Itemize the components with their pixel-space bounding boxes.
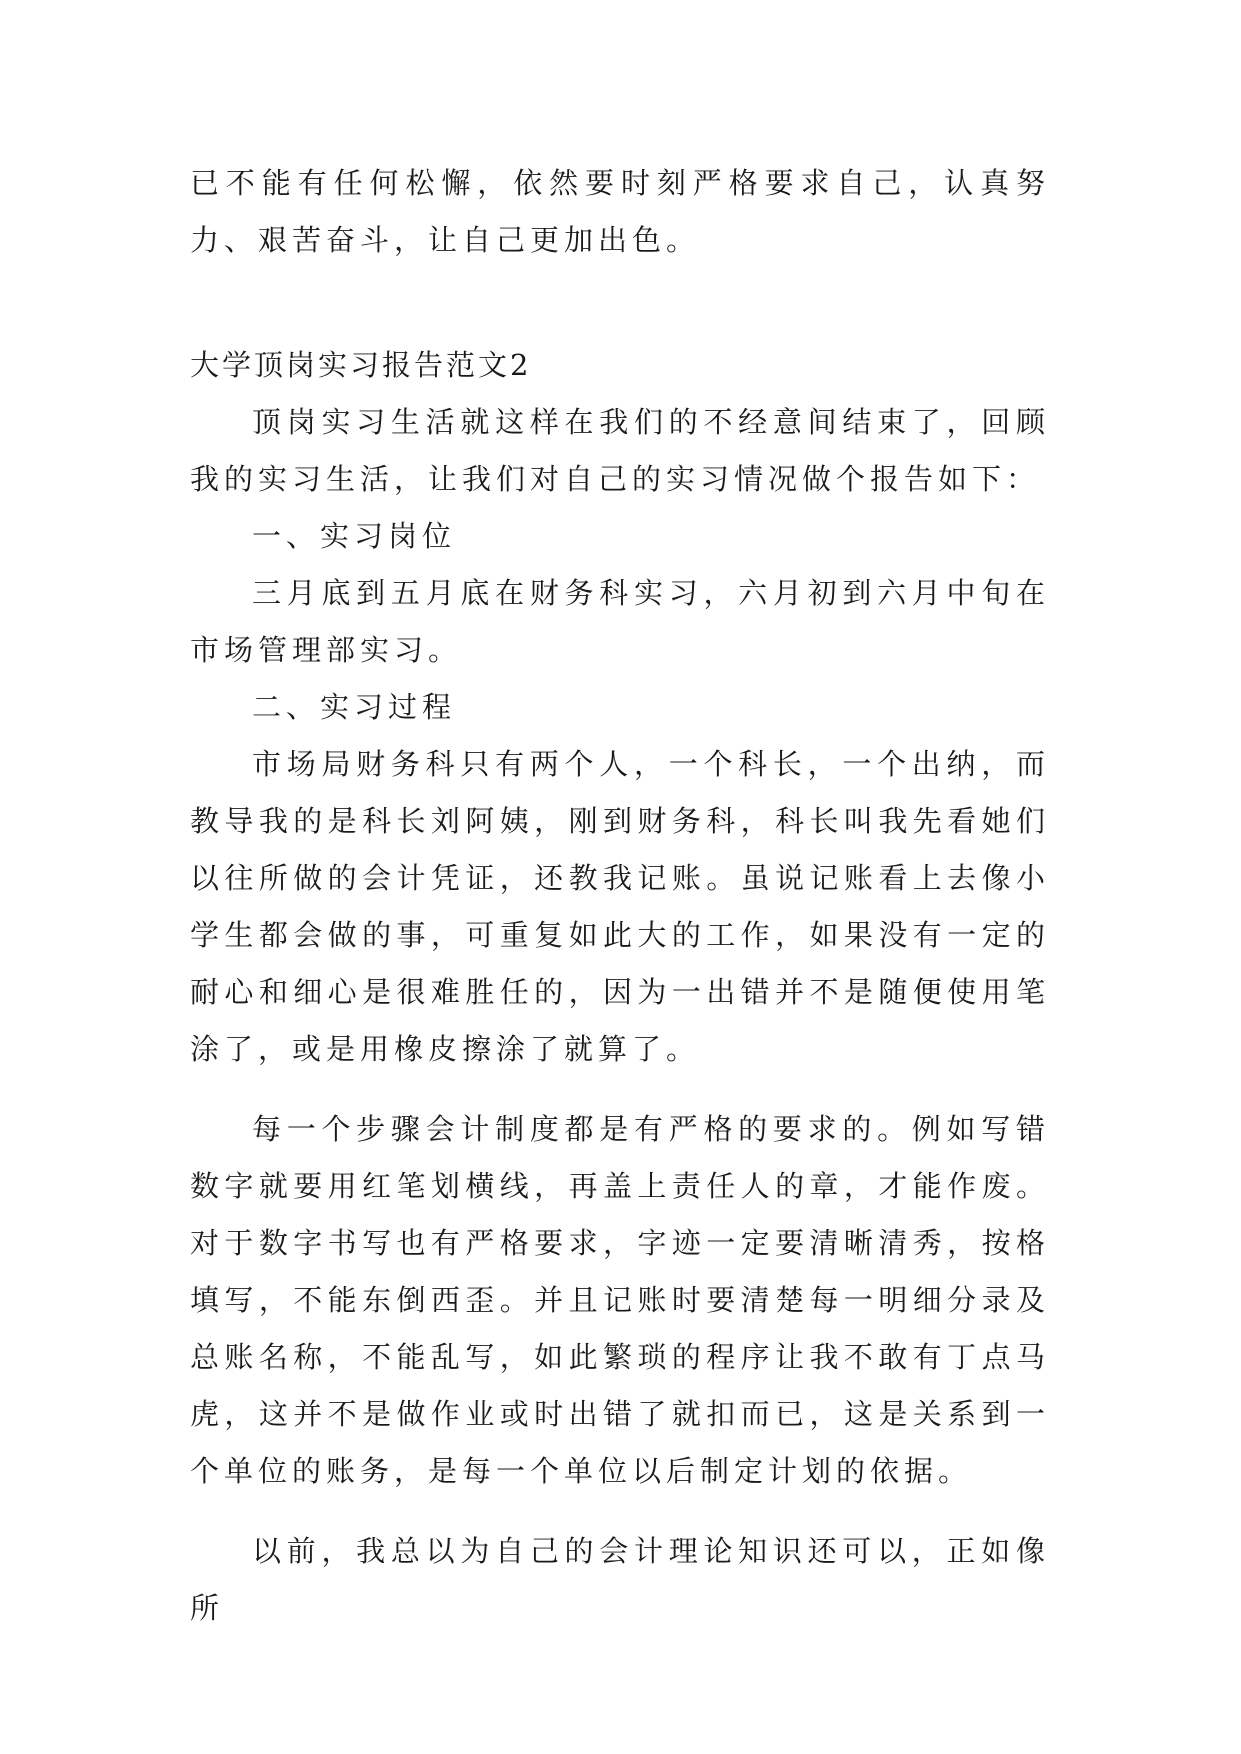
paragraph-text: 已不能有任何松懈，依然要时刻严格要求自己，认真努力、艰苦奋斗，让自己更加出色。: [190, 166, 1050, 257]
paragraph-accounting-knowledge: 以前，我总以为自己的会计理论知识还可以，正如像所: [190, 1534, 1050, 1625]
section-title: 大学顶岗实习报告范文2: [190, 348, 532, 382]
subheading-internship-position: 一、实习岗位: [252, 519, 457, 553]
paragraph-accounting-rules: 每一个步骤会计制度都是有严格的要求的。例如写错数字就要用红笔划横线，再盖上责任人的章，才能作废。对于数字书写也有严格要求，字迹一定要清晰清秀，按格填写，不能东倒西歪。并且记账时要清楚每一明细分录及总账名称，不能乱写，如此繁琐的程序让我不敢有丁点马虎，这并不是做作业或时出错了就扣而已，这是关系到一个单位的账务，是每一个单位以后制定计划的依据。: [190, 1112, 1050, 1488]
subheading-internship-process: 二、实习过程: [252, 690, 457, 724]
paragraph-intro: 顶岗实习生活就这样在我们的不经意间结束了，回顾我的实习生活，让我们对自己的实习情况做个报告如下：: [190, 405, 1050, 496]
paragraph-finance-section: 市场局财务科只有两个人，一个科长，一个出纳，而教导我的是科长刘阿姨，刚到财务科，科长叫我先看她们以往所做的会计凭证，还教我记账。虽说记账看上去像小学生都会做的事，可重复如此大的工作，如果没有一定的耐心和细心是很难胜任的，因为一出错并不是随便使用笔涂了，或是用橡皮擦涂了就算了。: [190, 747, 1050, 1066]
section-body: [190, 394, 1050, 1637]
paragraph-position-details: 三月底到五月底在财务科实习，六月初到六月中旬在市场管理部实习。: [190, 576, 1050, 667]
continuation-paragraph: [190, 155, 1050, 269]
